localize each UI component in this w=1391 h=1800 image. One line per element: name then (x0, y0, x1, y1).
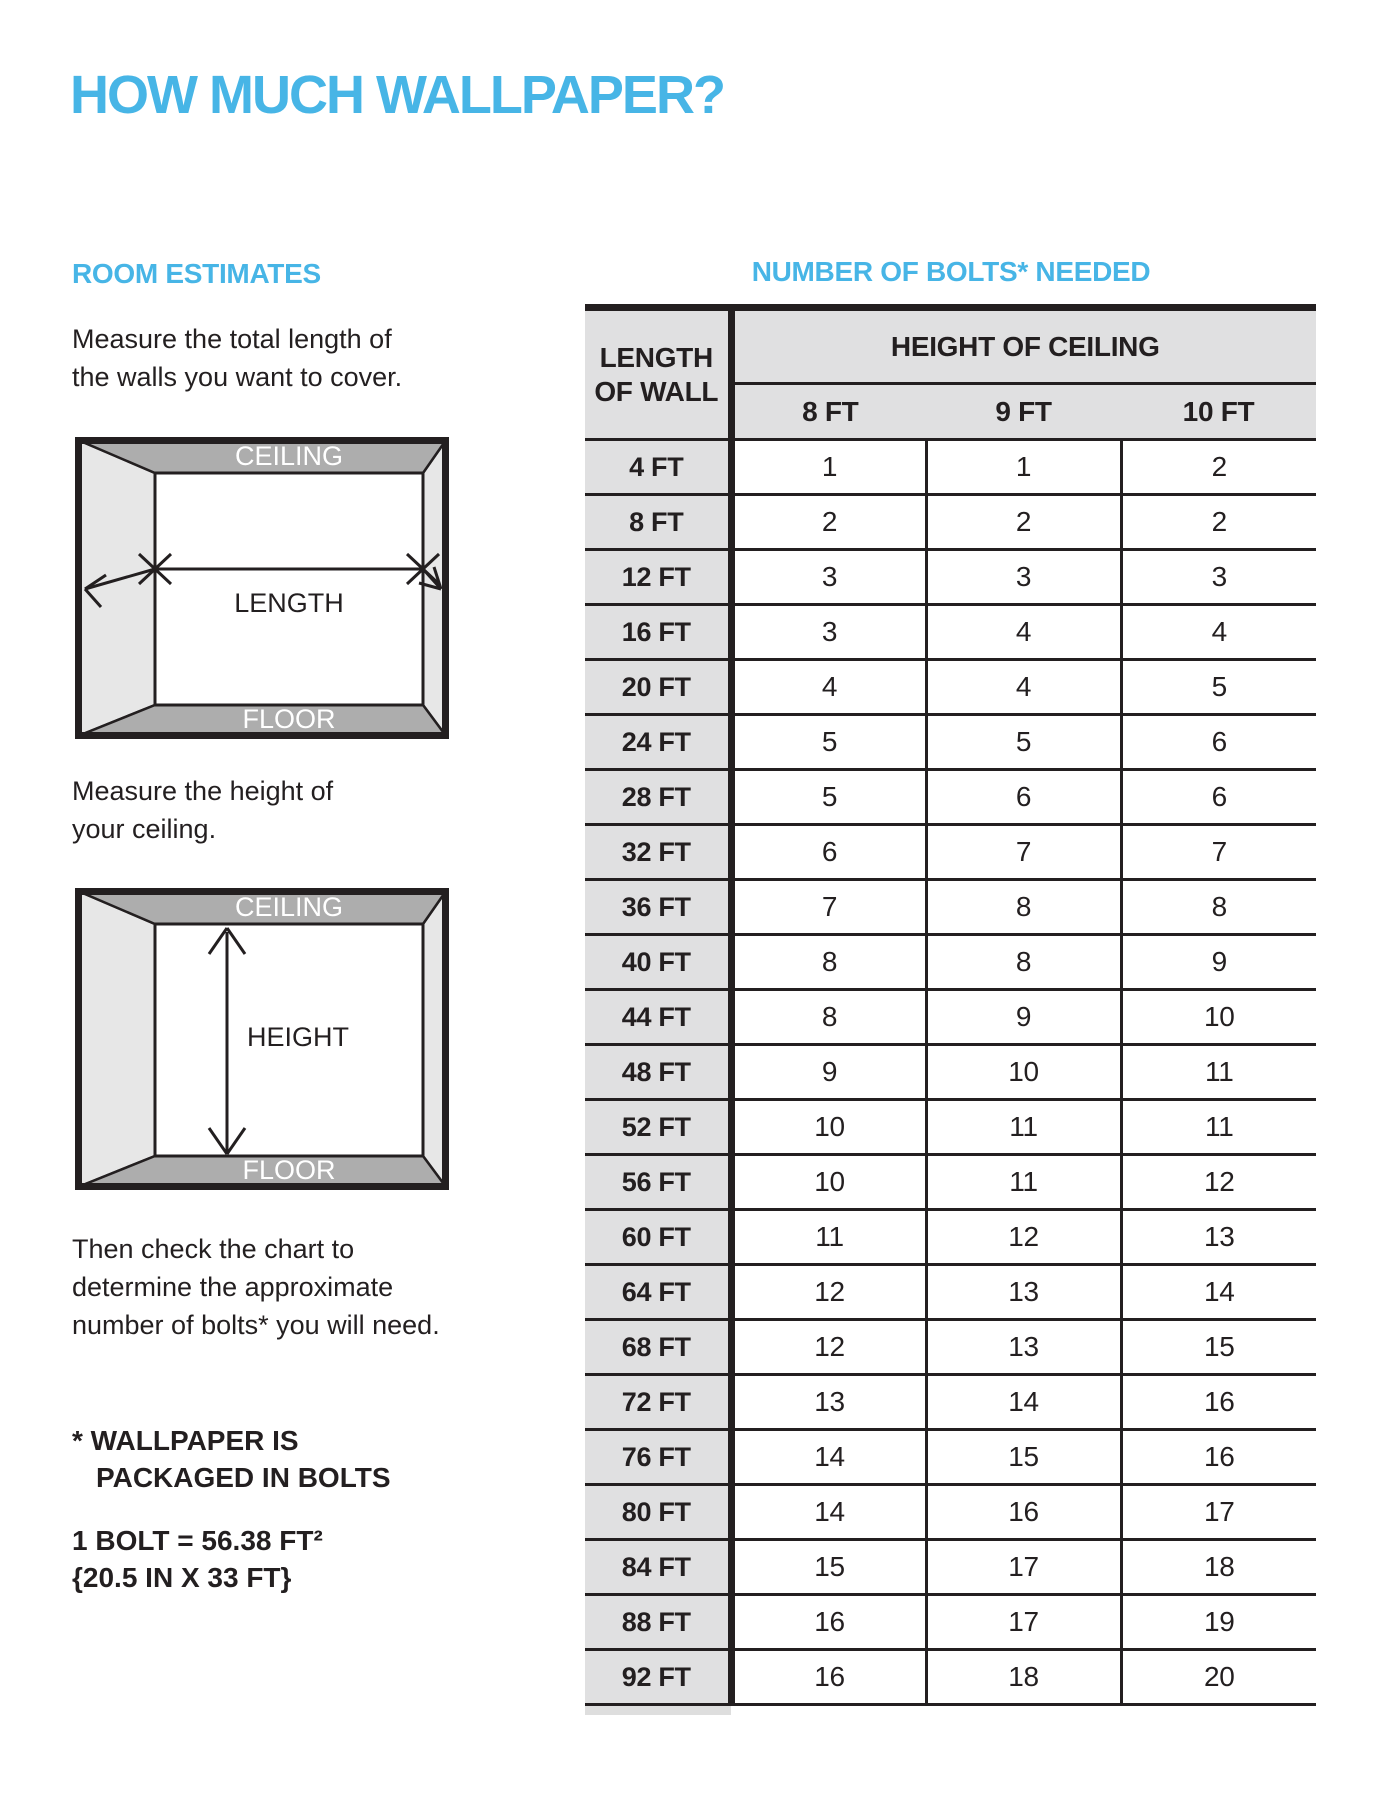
bolts-table (585, 304, 1316, 1706)
wall-length-cell: 48 FT (585, 1045, 731, 1100)
table-row (585, 1100, 1316, 1155)
bolts-count-cell: 2 (731, 495, 926, 550)
bolts-count-cell: 16 (1121, 1430, 1316, 1485)
bolts-count-cell: 8 (731, 935, 926, 990)
table-row (585, 550, 1316, 605)
paragraph-line: the walls you want to cover. (72, 362, 403, 392)
bolts-count-cell: 17 (926, 1595, 1121, 1650)
wall-length-cell: 56 FT (585, 1155, 731, 1210)
bolts-table-section (585, 256, 1317, 1715)
bolts-count-cell: 4 (731, 660, 926, 715)
wall-length-cell: 32 FT (585, 825, 731, 880)
bolts-count-cell: 8 (1121, 880, 1316, 935)
table-row (585, 1650, 1316, 1705)
bolts-count-cell: 13 (926, 1320, 1121, 1375)
bolts-count-cell: 2 (1121, 440, 1316, 495)
room-estimates-heading: ROOM ESTIMATES (72, 258, 321, 289)
wall-length-cell: 20 FT (585, 660, 731, 715)
bolts-table-header (585, 308, 1316, 440)
bolts-count-cell: 16 (926, 1485, 1121, 1540)
column-header-9ft: 9 FT (926, 384, 1121, 440)
wall-length-cell: 68 FT (585, 1320, 731, 1375)
paragraph-line: determine the approximate (72, 1272, 394, 1302)
bolts-count-cell: 10 (731, 1100, 926, 1155)
bolts-count-cell: 5 (926, 715, 1121, 770)
bolts-count-cell: 1 (731, 440, 926, 495)
floor-label: FLOOR (242, 704, 336, 734)
wall-length-cell: 60 FT (585, 1210, 731, 1265)
paragraph-line: Measure the total length of (72, 324, 392, 354)
bolts-count-cell: 9 (731, 1045, 926, 1100)
bolts-count-cell: 6 (1121, 715, 1316, 770)
footnote-line: PACKAGED IN BOLTS (96, 1462, 391, 1493)
bolts-count-cell: 11 (1121, 1100, 1316, 1155)
bolts-count-cell: 6 (731, 825, 926, 880)
table-row (585, 1430, 1316, 1485)
left-wall-shape (78, 891, 155, 1187)
bolts-count-cell: 7 (731, 880, 926, 935)
bolt-size-line: {20.5 IN X 33 FT} (72, 1562, 292, 1593)
bolts-count-cell: 4 (926, 605, 1121, 660)
bolts-count-cell: 7 (926, 825, 1121, 880)
length-label: LENGTH (234, 588, 344, 618)
table-row (585, 1045, 1316, 1100)
wall-length-cell: 88 FT (585, 1595, 731, 1650)
table-row (585, 990, 1316, 1045)
bolts-count-cell: 14 (926, 1375, 1121, 1430)
bolts-count-cell: 17 (926, 1540, 1121, 1595)
ceiling-label: CEILING (234, 441, 344, 471)
length-of-wall-header (585, 308, 731, 440)
bolts-count-cell: 6 (926, 770, 1121, 825)
table-row (585, 605, 1316, 660)
bolts-count-cell: 15 (926, 1430, 1121, 1485)
table-row (585, 1265, 1316, 1320)
bolts-count-cell: 18 (1121, 1540, 1316, 1595)
wall-length-cell: 28 FT (585, 770, 731, 825)
bolts-count-cell: 8 (926, 935, 1121, 990)
table-row (585, 715, 1316, 770)
bolts-count-cell: 16 (731, 1650, 926, 1705)
table-row (585, 1595, 1316, 1650)
paragraph-line: Then check the chart to (72, 1234, 355, 1264)
wall-length-cell: 4 FT (585, 440, 731, 495)
table-row (585, 770, 1316, 825)
table-row (585, 825, 1316, 880)
table-row (585, 1210, 1316, 1265)
length-of-wall-line: OF WALL (594, 375, 719, 407)
bolts-count-cell: 20 (1121, 1650, 1316, 1705)
wall-length-cell: 44 FT (585, 990, 731, 1045)
bolts-count-cell: 12 (1121, 1155, 1316, 1210)
bolts-count-cell: 9 (1121, 935, 1316, 990)
bolts-count-cell: 2 (1121, 495, 1316, 550)
wall-length-cell: 40 FT (585, 935, 731, 990)
bolts-count-cell: 3 (731, 550, 926, 605)
bolt-size-line: 1 BOLT = 56.38 FT² (72, 1525, 323, 1556)
wall-length-cell: 76 FT (585, 1430, 731, 1485)
wall-length-cell: 92 FT (585, 1650, 731, 1705)
ceiling-label: CEILING (234, 892, 344, 922)
bolts-count-cell: 12 (731, 1320, 926, 1375)
floor-label: FLOOR (242, 1155, 336, 1185)
column-header-10ft: 10 FT (1121, 384, 1316, 440)
bolts-count-cell: 4 (1121, 605, 1316, 660)
table-row (585, 1155, 1316, 1210)
height-label: HEIGHT (247, 1022, 350, 1052)
bolt-size-note (72, 1522, 323, 1596)
wall-length-cell: 8 FT (585, 495, 731, 550)
height-of-ceiling-header: HEIGHT OF CEILING (731, 308, 1316, 384)
page-title: HOW MUCH WALLPAPER? (70, 65, 724, 125)
bolts-count-cell: 16 (731, 1595, 926, 1650)
bolts-count-cell: 10 (731, 1155, 926, 1210)
wall-length-cell: 80 FT (585, 1485, 731, 1540)
bolts-count-cell: 11 (1121, 1045, 1316, 1100)
bolts-count-cell: 18 (926, 1650, 1121, 1705)
bolts-count-cell: 1 (926, 440, 1121, 495)
wall-length-cell: 16 FT (585, 605, 731, 660)
paragraph-line: Measure the height of (72, 776, 334, 806)
bolts-count-cell: 5 (731, 770, 926, 825)
bolts-count-cell: 14 (1121, 1265, 1316, 1320)
footnote-line: * WALLPAPER IS (72, 1425, 299, 1456)
table-row (585, 1320, 1316, 1375)
room-length-diagram (75, 437, 449, 739)
bolts-count-cell: 13 (731, 1375, 926, 1430)
table-row (585, 495, 1316, 550)
paragraph-line: your ceiling. (72, 814, 217, 844)
bolts-count-cell: 11 (926, 1155, 1121, 1210)
wall-length-cell: 84 FT (585, 1540, 731, 1595)
wall-length-cell: 52 FT (585, 1100, 731, 1155)
bolts-count-cell: 9 (926, 990, 1121, 1045)
wall-length-cell: 12 FT (585, 550, 731, 605)
bolts-count-cell: 19 (1121, 1595, 1316, 1650)
bolts-count-cell: 4 (926, 660, 1121, 715)
bolts-count-cell: 13 (1121, 1210, 1316, 1265)
ceiling-height-diagram-svg (75, 888, 449, 1190)
table-row (585, 1540, 1316, 1595)
ceiling-height-diagram (75, 888, 449, 1190)
wall-length-cell: 72 FT (585, 1375, 731, 1430)
column-header-8ft: 8 FT (731, 384, 926, 440)
bolts-count-cell: 5 (731, 715, 926, 770)
bolts-count-cell: 10 (1121, 990, 1316, 1045)
table-row (585, 935, 1316, 990)
bolts-count-cell: 7 (1121, 825, 1316, 880)
bolts-count-cell: 15 (1121, 1320, 1316, 1375)
table-row (585, 1375, 1316, 1430)
wall-length-cell: 36 FT (585, 880, 731, 935)
wall-length-cell: 24 FT (585, 715, 731, 770)
bolts-count-cell: 8 (926, 880, 1121, 935)
check-chart-paragraph (72, 1230, 512, 1344)
bolts-count-cell: 12 (731, 1265, 926, 1320)
bolts-count-cell: 15 (731, 1540, 926, 1595)
bolts-count-cell: 3 (926, 550, 1121, 605)
wallpaper-bolts-footnote (72, 1422, 391, 1496)
bolts-count-cell: 3 (1121, 550, 1316, 605)
bolts-table-body (585, 440, 1316, 1705)
measure-height-paragraph (72, 772, 512, 848)
table-row (585, 440, 1316, 495)
table-row (585, 1485, 1316, 1540)
length-of-wall-line: LENGTH (599, 341, 713, 373)
bolts-count-cell: 6 (1121, 770, 1316, 825)
bolts-count-cell: 14 (731, 1430, 926, 1485)
bolts-count-cell: 11 (926, 1100, 1121, 1155)
bolts-count-cell: 10 (926, 1045, 1121, 1100)
bolts-count-cell: 5 (1121, 660, 1316, 715)
bolts-count-cell: 3 (731, 605, 926, 660)
paragraph-line: number of bolts* you will need. (72, 1310, 440, 1340)
wall-length-cell: 64 FT (585, 1265, 731, 1320)
bolts-count-cell: 12 (926, 1210, 1121, 1265)
bolts-count-cell: 16 (1121, 1375, 1316, 1430)
bolts-count-cell: 11 (731, 1210, 926, 1265)
bolts-count-cell: 2 (926, 495, 1121, 550)
table-row (585, 660, 1316, 715)
bolts-count-cell: 17 (1121, 1485, 1316, 1540)
room-length-diagram-svg (75, 437, 449, 739)
bolts-count-cell: 13 (926, 1265, 1121, 1320)
table-row (585, 880, 1316, 935)
bolts-needed-heading: NUMBER OF BOLTS* NEEDED (751, 256, 1151, 287)
table-bottom-stub (585, 1706, 731, 1715)
bolts-count-cell: 14 (731, 1485, 926, 1540)
bolts-count-cell: 8 (731, 990, 926, 1045)
measure-length-paragraph (72, 320, 512, 396)
